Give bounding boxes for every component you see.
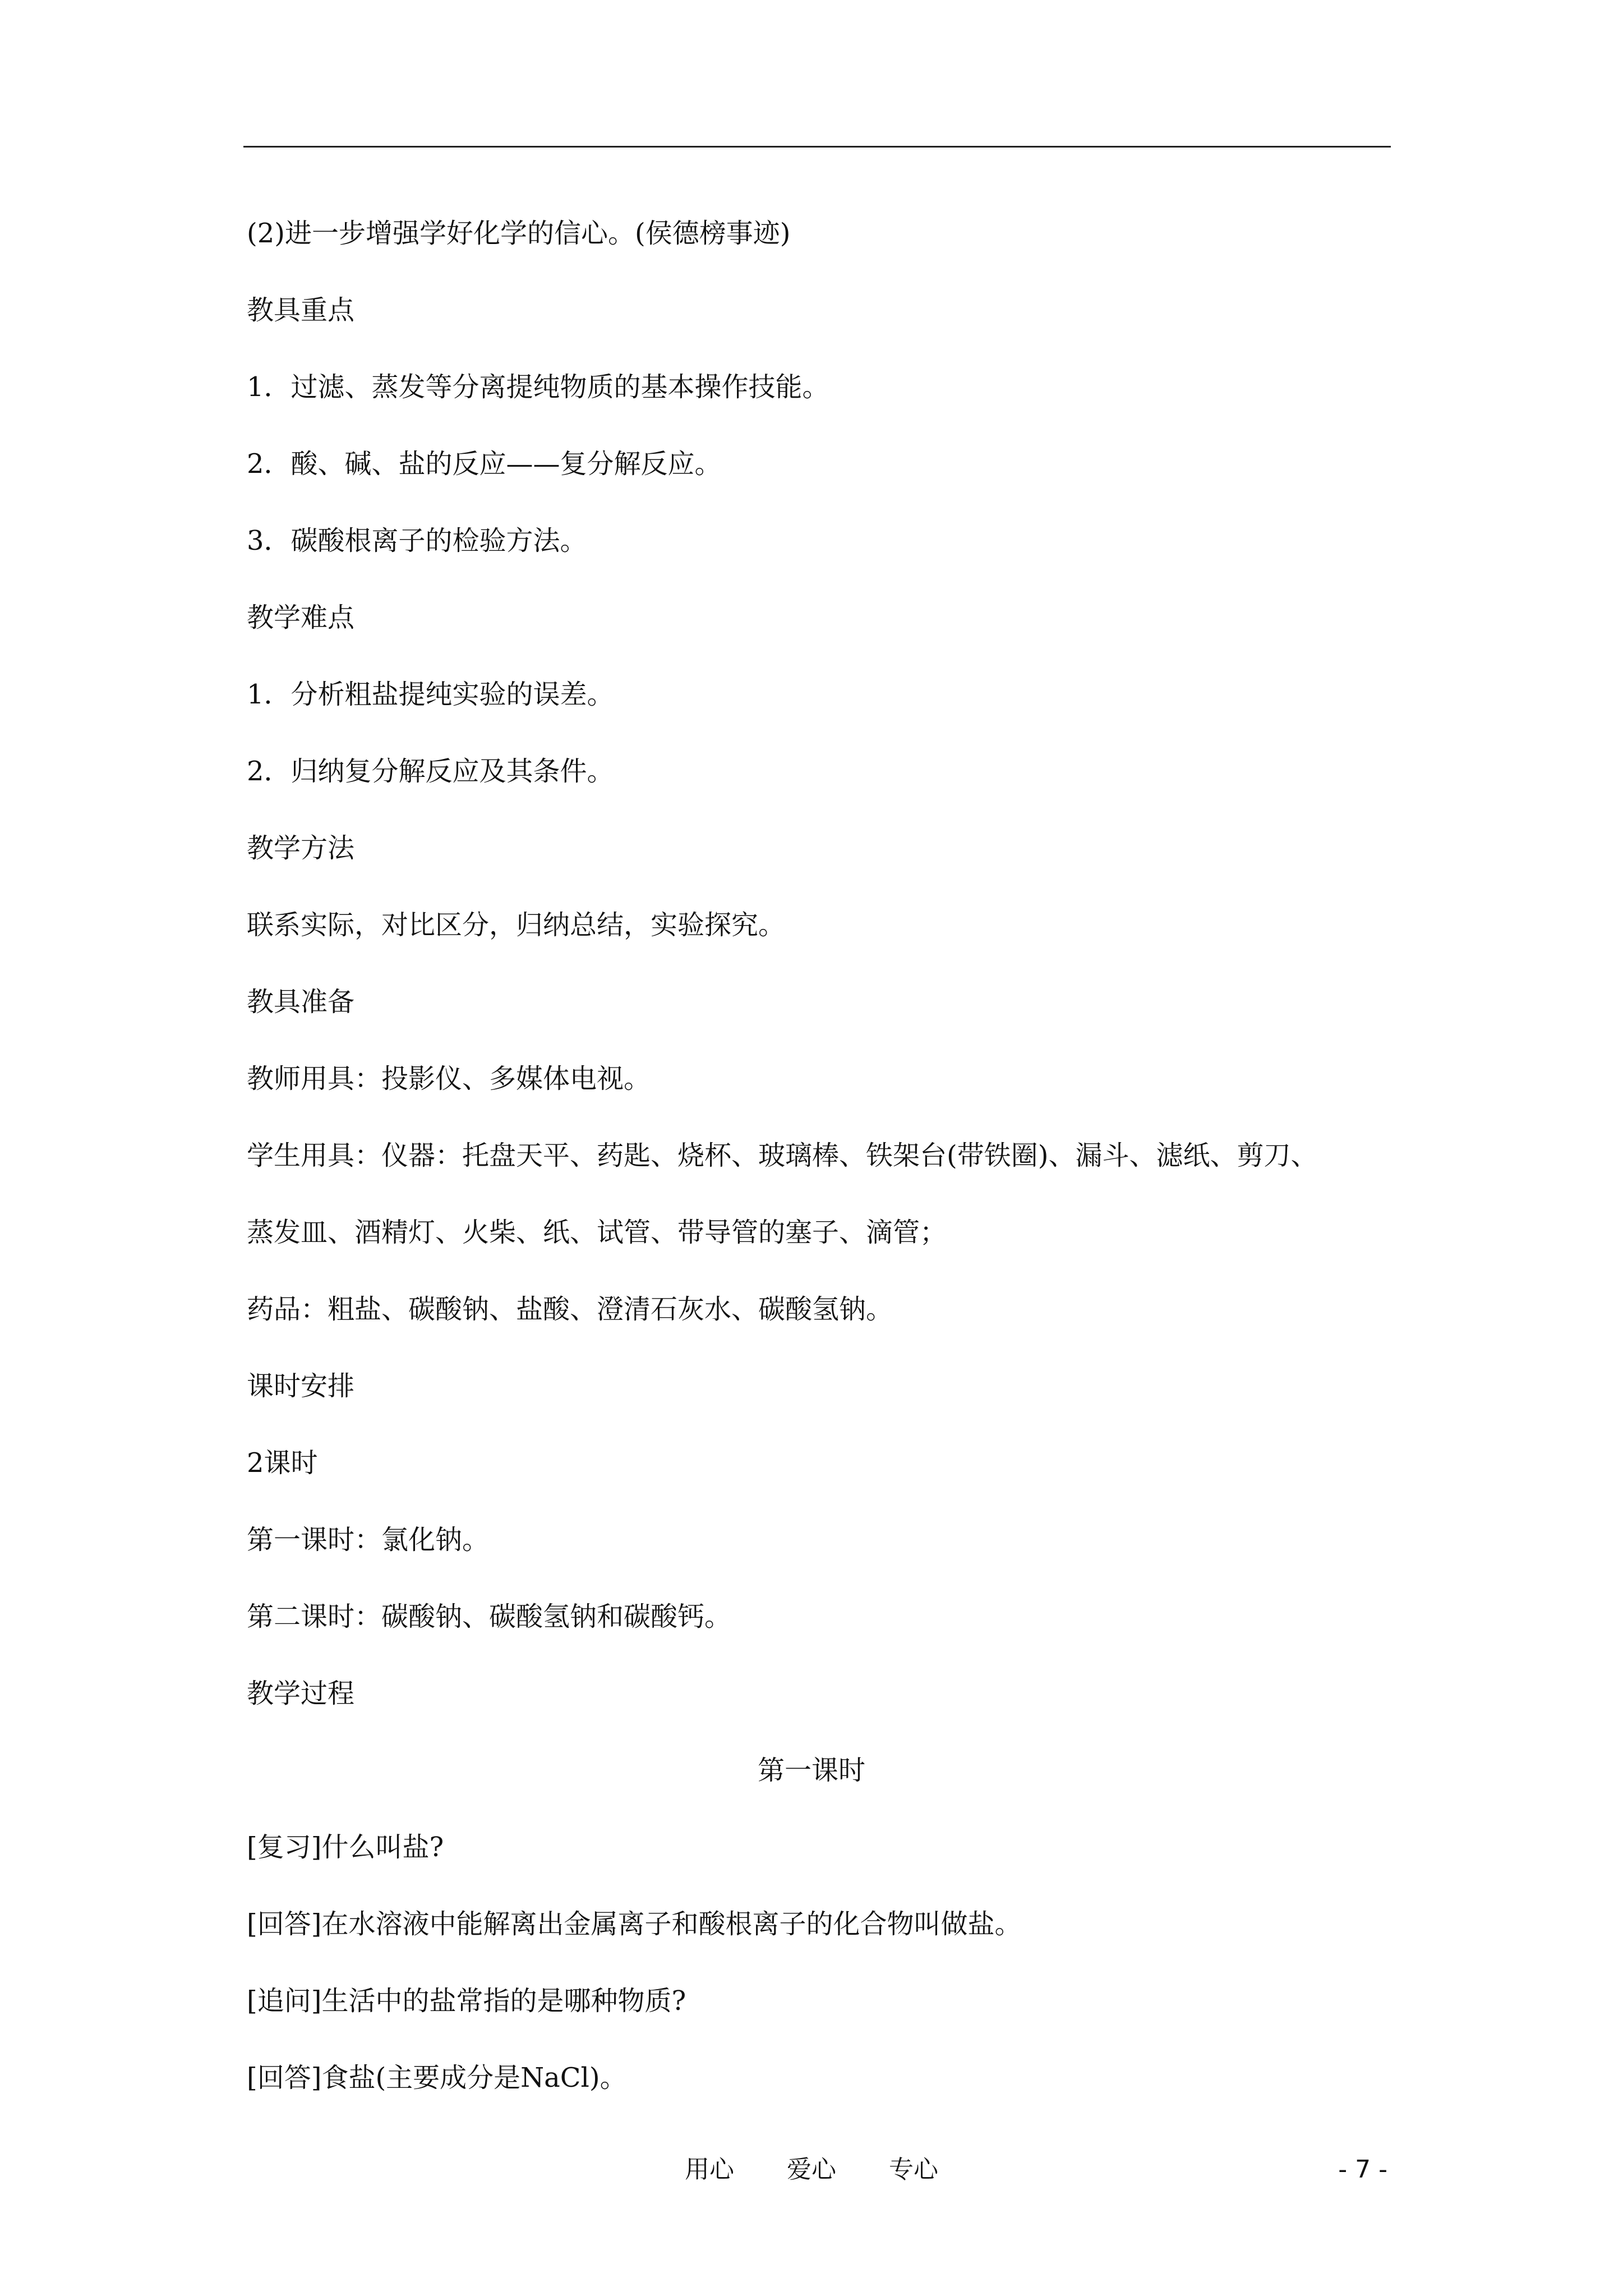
text-line: 第一课时：氯化钠。 [247,1524,490,1556]
section-heading: 课时安排 [247,1370,355,1402]
text-line: 联系实际，对比区分，归纳总结，实验探究。 [247,909,786,941]
text-line: 药品：粗盐、碳酸钠、盐酸、澄清石灰水、碳酸氢钠。 [247,1294,893,1325]
section-heading: 教学过程 [247,1678,355,1709]
text-line: 1．过滤、蒸发等分离提纯物质的基本操作技能。 [247,371,829,403]
text-line: 1．分析粗盐提纯实验的误差。 [247,679,614,710]
section-heading: 教学方法 [247,832,355,864]
section-heading: 教学难点 [247,602,355,633]
text-line: 第二课时：碳酸钠、碳酸氢钠和碳酸钙。 [247,1601,732,1632]
text-line: (2)进一步增强学好化学的信心。(侯德榜事迹) [247,218,791,249]
text-line: [回答]在水溶液中能解离出金属离子和酸根离子的化合物叫做盐。 [247,1908,1022,1940]
text-line: [复习]什么叫盐? [247,1832,444,1863]
text-line: 教师用具：投影仪、多媒体电视。 [247,1063,651,1094]
footer-motto: 用心 爱心 专心 [685,2155,938,2184]
text-line: 3．碳酸根离子的检验方法。 [247,525,587,556]
text-line: [回答]食盐(主要成分是NaCl)。 [247,2062,627,2093]
text-line: 蒸发皿、酒精灯、火柴、纸、试管、带导管的塞子、滴管； [247,1217,947,1248]
section-heading: 教具重点 [247,295,355,326]
text-line: 学生用具：仪器：托盘天平、药匙、烧杯、玻璃棒、铁架台(带铁圈)、漏斗、滤纸、剪刀、 [247,1140,1318,1171]
text-line: [追问]生活中的盐常指的是哪种物质? [247,1985,686,2017]
header-rule [243,146,1391,148]
lesson-title: 第一课时 [757,1755,865,1786]
text-line: 2．酸、碱、盐的反应——复分解反应。 [247,448,722,480]
text-line: 2课时 [247,1447,318,1479]
text-line: 2．归纳复分解反应及其条件。 [247,756,614,787]
section-heading: 教具准备 [247,986,355,1018]
page-number: - 7 - [1338,2155,1387,2184]
